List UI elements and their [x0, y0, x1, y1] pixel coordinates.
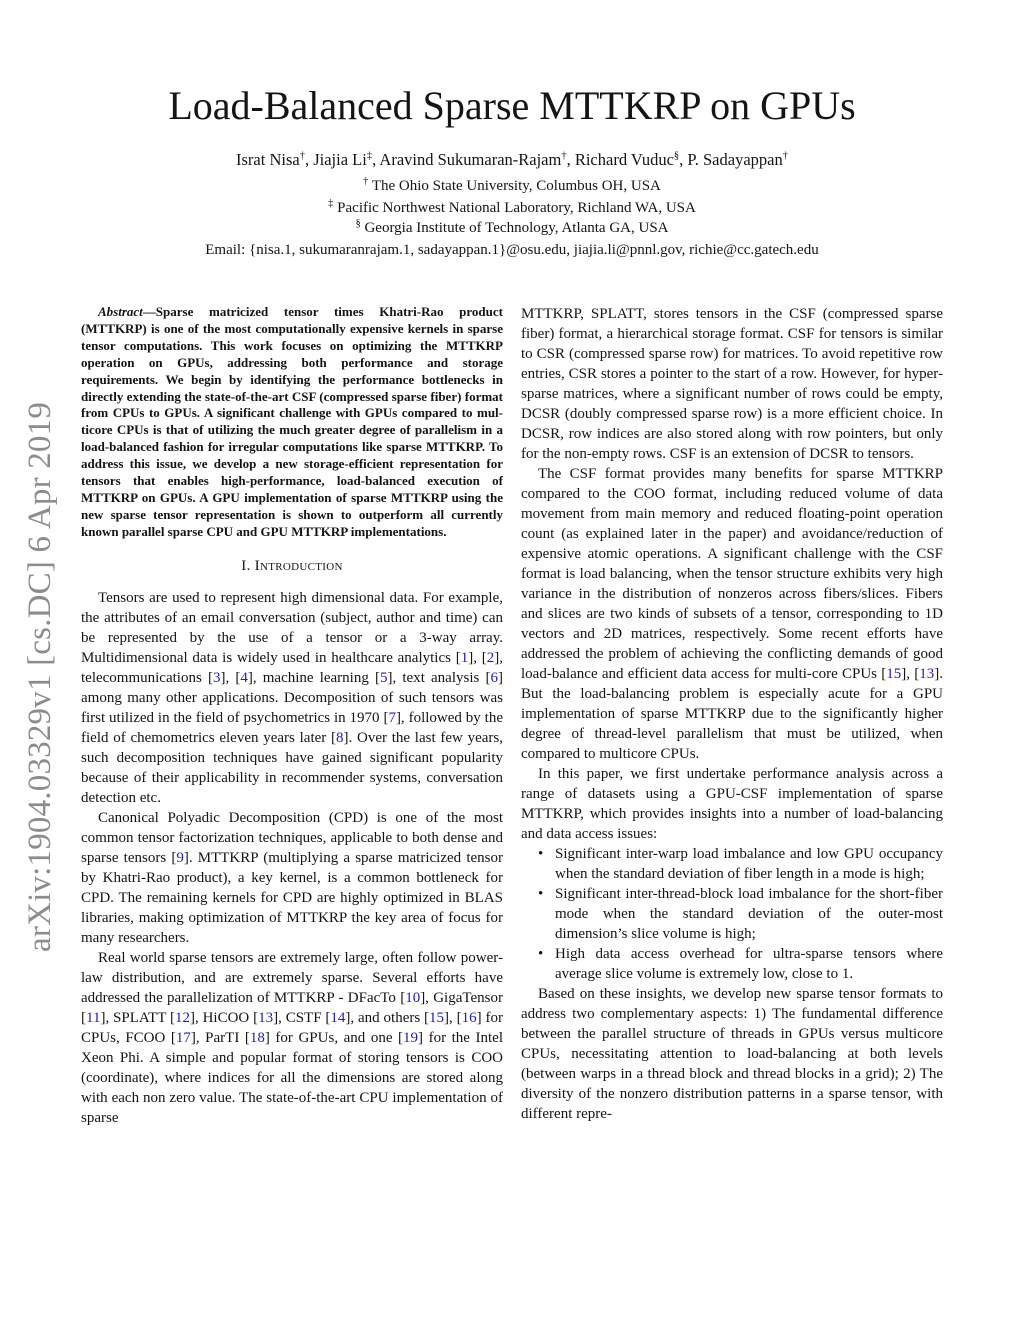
- citation-link[interactable]: 18: [249, 1029, 265, 1046]
- paragraph: Based on these insights, we develop new sparse tensor formats to address two complementary aspects: 1) The fundamental difference between the parallel structure of threads in GPUs versus multicore CPUs, necessitating attention to load-balancing at both levels (between warps in a thread block and thread blocks in a grid); 2) The diversity of the nonzero distribution patterns in a sparse tensor, with different repre-: [521, 986, 943, 1122]
- affiliation-mark: ‡: [328, 198, 334, 209]
- bullet-item: [521, 844, 943, 884]
- affiliation-text: The Ohio State University, Columbus OH, USA: [368, 178, 661, 194]
- citation-link[interactable]: 4: [240, 669, 248, 686]
- citation-link[interactable]: 2: [486, 649, 495, 666]
- insight-bullet-list: [521, 844, 943, 984]
- citation-link[interactable]: 11: [86, 1009, 101, 1026]
- affiliation-mark: ‡: [366, 150, 373, 162]
- paragraph: The CSF format provides many benefits for sparse MTTKRP compared to the COO format, including reduced volume of data movement from main memory and reduced floating-point operation count (as explained later in the paper) and avoidance/reduction of expensive atomic operations. A significant challenge with the CSF format is load balancing, when the tensor structure exhibits very high variance in the distribution of nonzeros across fibers/slices. Fibers and slices are two kinds of subsets of a tensor, corresponding to 1D vectors and 2D matrices, respectively. Some recent efforts have addressed the problem of achieving the conflicting demands of good load-balance and efficient data access for multi-core CPUs [15], [13]. But the load-balancing problem is especially acute for a GPU implementation of sparse MTTKRP due to the significantly higher degree of thread-level parallelism that must be utilized, when compared to multicore CPUs.: [521, 466, 943, 762]
- affiliation-mark: †: [363, 176, 369, 187]
- citation-link[interactable]: 8: [336, 729, 344, 746]
- bullet-item: [521, 944, 943, 984]
- right-column-paragraphs: [521, 304, 943, 844]
- citation-link[interactable]: 3: [212, 669, 221, 686]
- left-column: [81, 304, 503, 1128]
- citation-link[interactable]: 14: [330, 1009, 346, 1026]
- paragraph: In this paper, we first undertake performance analysis across a range of datasets using a GPU-CSF implementation of sparse MTTKRP, which provides insights into a number of load-balancing and data access issues:: [521, 766, 943, 842]
- author-name: Israt Nisa: [236, 150, 300, 169]
- citation-link[interactable]: 6: [490, 669, 498, 686]
- affiliation-pnnl: [0, 198, 1024, 218]
- citation-link[interactable]: 16: [461, 1009, 477, 1026]
- bullet-text: High data access overhead for ultra-sparse tensors where average slice volume is extremely low, close to 1.: [555, 946, 943, 982]
- citation-link[interactable]: 13: [258, 1009, 274, 1026]
- bullet-text: Significant inter-warp load imbalance and low GPU occupancy when the standard deviation of fiber length in a mode is high;: [555, 846, 943, 882]
- affiliation-text: Georgia Institute of Technology, Atlanta GA, USA: [360, 220, 669, 236]
- abstract-label: Abstract: [98, 304, 143, 319]
- author-name: Aravind Sukumaran-Rajam: [379, 150, 562, 169]
- citation-link[interactable]: 15: [429, 1009, 445, 1026]
- citation-link[interactable]: 12: [174, 1009, 190, 1026]
- affiliation-georgia-tech: [0, 218, 1024, 238]
- citation-link[interactable]: 1: [460, 649, 469, 666]
- paragraph: Real world sparse tensors are extremely large, often follow power-law distribution, and are extremely sparse. Several efforts have addressed the parallelization of MTTKRP - DFacTo [10], GigaTensor [11], SPLATT [12], HiCOO [13], CSTF [14], and others [15], [16] for CPUs, FCOO [17], ParTI [18] for GPUs, and one [19] for the Intel Xeon Phi. A simple and popular format of storing tensors is COO (coordinate), where indices for all the dimensions are stored along with each non zero value. The state-of-the-art CPU implementation of sparse: [81, 949, 503, 1126]
- author-name: Jiajia Li: [313, 150, 367, 169]
- citation-link[interactable]: 13: [919, 666, 935, 682]
- abstract-text: —Sparse matricized tensor times Khatri-Rao product (MTTKRP) is one of the most computationally expensive kernels in sparse tensor computations. This work focuses on optimizing the MTTKRP operation on GPUs, addressing both performance and storage requirements. We begin by identifying the performance bottlenecks in directly extending the state-of-the-art CSF (compressed sparse fiber) format from CPUs to GPUs. A significant challenge with GPUs compared to multicore CPUs is that of utilizing the much greater degree of parallelism in a load-balanced fashion for irregular computations like sparse MTTKRP. To address this issue, we develop a new storage-efficient representation for tensors that enables high-performance, load-balanced execution of MTTKRP on GPUs. A GPU implementation of sparse MTTKRP using the new sparse tensor representation is shown to outperform all currently known parallel sparse CPU and GPU MTTKRP implementations.: [81, 304, 503, 539]
- bullet-dot: •: [538, 946, 544, 962]
- affiliation-mark: §: [673, 150, 680, 162]
- paragraph: MTTKRP, SPLATT, stores tensors in the CSF (compressed sparse fiber) format, a hierarchical storage format. CSF for tensors is similar to CSR (compressed sparse row) for matrices. To avoid repetitive row entries, CSR stores a pointer to the start of a row. However, for hyper-sparse matrices, where a significant number of rows could be empty, DCSR (doubly compressed sparse row) is a more efficient choice. In DCSR, row indices are also stored along with row pointers, but only for the non-empty rows. CSF is an extension of DCSR to tensors.: [521, 306, 943, 462]
- citation-link[interactable]: 5: [379, 669, 388, 686]
- citation-link[interactable]: 9: [176, 849, 184, 866]
- bullet-dot: •: [538, 846, 544, 862]
- introduction-body: [81, 588, 503, 1128]
- bullet-text: Significant inter-thread-block load imbalance for the short-fiber mode when the standard deviation of the outer-most dimension’s slice volume is high;: [555, 886, 943, 942]
- author-list: Israt Nisa†, Jiajia Li‡, Aravind Sukumaran-Rajam†, Richard Vuduc§, P. Sadayappan†: [236, 150, 788, 169]
- author-emails: Email: {nisa.1, sukumaranrajam.1, sadayappan.1}@osu.edu, jiajia.li@pnnl.gov, richie@cc.gatech.edu: [205, 242, 819, 258]
- paper-title: Load-Balanced Sparse MTTKRP on GPUs: [168, 83, 856, 128]
- bullet-dot: •: [538, 886, 544, 902]
- affiliation-mark: †: [299, 150, 305, 162]
- paragraph: Canonical Polyadic Decomposition (CPD) is one of the most common tensor factorization techniques, applicable to both dense and sparse tensors [9]. MTTKRP (multiplying a sparse matricized tensor by Khatri-Rao product), a key kernel, is a common bottleneck for CPD. The remaining kernels for CPD are highly optimized in BLAS libraries, making optimization of MTTKRP the key area of focus for many researchers.: [81, 809, 503, 946]
- citation-link[interactable]: 7: [388, 709, 396, 726]
- affiliation-text: Pacific Northwest National Laboratory, Richland WA, USA: [333, 200, 696, 216]
- citation-link[interactable]: 15: [886, 666, 902, 682]
- author-name: P. Sadayappan: [687, 150, 783, 169]
- arxiv-identifier-stamp[interactable]: arXiv:1904.03329v1 [cs.DC] 6 Apr 2019: [22, 401, 58, 952]
- citation-link[interactable]: 19: [403, 1029, 419, 1046]
- abstract: [81, 304, 503, 541]
- paragraph: Tensors are used to represent high dimensional data. For example, the attributes of an email conversation (subject, author and time) can be represented by the use of a tensor or a 3-way array. Multidimensional data is widely used in healthcare analytics [1], [2], telecommunications [3], [4], machine learning [5], text analysis [6] among many other applications. Decomposition of such tensors was first utilized in the field of psychometrics in 1970 [7], followed by the field of chemometrics eleven years later [8]. Over the last few years, such decomposition techniques have gained significant popularity because of their applicability in recommender systems, conversation detection etc.: [81, 589, 503, 806]
- bullet-item: [521, 884, 943, 944]
- section-heading-introduction: I. Introduction: [241, 557, 343, 574]
- author-name: Richard Vuduc: [574, 150, 674, 169]
- citation-link[interactable]: 17: [175, 1029, 191, 1046]
- right-column: [521, 304, 943, 1124]
- affiliation-ohio-state: [0, 176, 1024, 196]
- affiliation-mark: §: [355, 218, 361, 229]
- affiliation-mark: †: [561, 150, 567, 162]
- citation-link[interactable]: 10: [405, 989, 421, 1006]
- affiliation-mark: †: [782, 150, 788, 162]
